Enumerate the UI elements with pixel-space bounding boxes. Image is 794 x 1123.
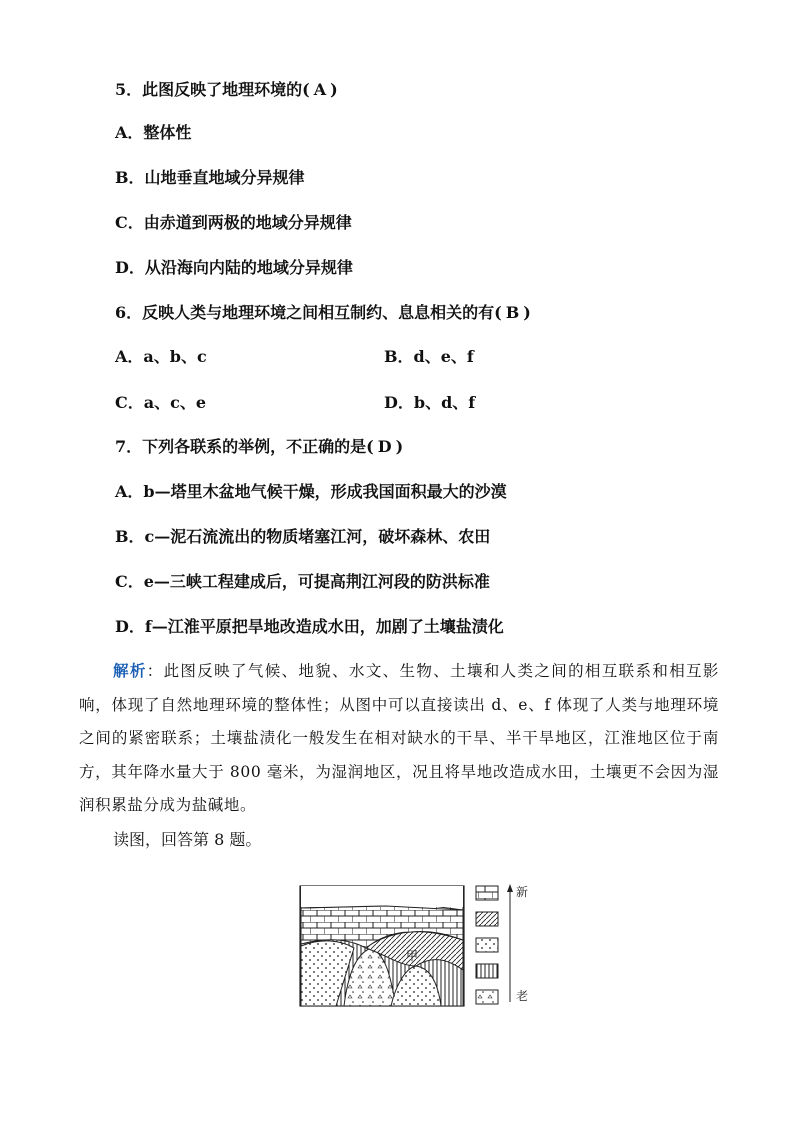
q7-option-b: B．c—泥石流流出的物质堵塞江河，破坏森林、农田 xyxy=(115,527,491,546)
q7-close: ) xyxy=(395,437,404,456)
q5-option-a: A．整体性 xyxy=(115,123,192,142)
explanation-paragraph xyxy=(79,654,719,823)
q5-option-b: B．山地垂直地域分异规律 xyxy=(115,168,305,187)
legend-diagonal-swatch xyxy=(476,912,498,926)
q6-answer: B xyxy=(505,303,520,322)
q7-stem-text: 7．下列各联系的举例，不正确的是( xyxy=(115,437,374,456)
legend-triangle-swatch xyxy=(476,990,498,1004)
instruction-text: 读图，回答第 8 题。 xyxy=(113,830,262,849)
q6-option-b: B．d、e、f xyxy=(384,347,474,366)
q6-option-c: C．a、c、e xyxy=(115,393,207,412)
q6-close: ) xyxy=(523,303,531,322)
q6-option-d: D．b、d、f xyxy=(384,393,476,412)
legend-vertical-swatch xyxy=(476,964,498,978)
legend-old-label: 老 xyxy=(516,989,529,1003)
q7-option-a: A．b—塔里木盆地气候干燥，形成我国面积最大的沙漠 xyxy=(115,482,507,501)
legend-new-label: 新 xyxy=(516,885,529,899)
explanation-label: 解析 xyxy=(113,661,147,680)
q7-stem xyxy=(115,437,403,457)
cross-section-center-label: 甲 xyxy=(406,949,419,963)
geology-figure xyxy=(296,874,538,1010)
q6-stem-text: 6．反映人类与地理环境之间相互制约、息息相关的有( xyxy=(115,303,502,322)
arrow-head-icon xyxy=(507,884,513,892)
q7-option-c: C．e—三峡工程建成后，可提高荆江河段的防洪标准 xyxy=(115,572,490,591)
q6-option-a: A．a、b、c xyxy=(115,347,207,366)
q5-answer: A xyxy=(313,80,327,99)
q7-answer: D xyxy=(377,437,392,456)
explanation-text: ：此图反映了气候、地貌、水文、生物、土壤和人类之间的相互联系和相互影响，体现了自然地理环境的整体性；从图中可以直接读出 d、e、f 体现了人类与地理环境之间的紧密联系；土壤盐渍化一般发生在相对缺水的干旱、半干旱地区，江淮地区位于南方，其年降水量大于 800 毫米，为湿润地区，况且将旱地改造成水田，土壤更不会因为湿润积累盐分成为盐碱地。 xyxy=(79,662,720,814)
legend-brick-swatch xyxy=(476,886,498,900)
q5-option-d: D．从沿海向内陆的地域分异规律 xyxy=(115,258,353,277)
q6-stem xyxy=(115,303,531,323)
q5-option-c: C．由赤道到两极的地域分异规律 xyxy=(115,213,352,232)
q7-option-d: D．f—江淮平原把旱地改造成水田，加剧了土壤盐渍化 xyxy=(115,617,504,636)
q5-stem xyxy=(115,80,338,100)
figure-legend xyxy=(476,884,528,1004)
q5-stem-text: 5．此图反映了地理环境的( xyxy=(115,80,310,99)
cross-section-layers xyxy=(301,886,463,1006)
q5-close: ) xyxy=(330,80,338,99)
legend-dots-swatch xyxy=(476,938,498,952)
